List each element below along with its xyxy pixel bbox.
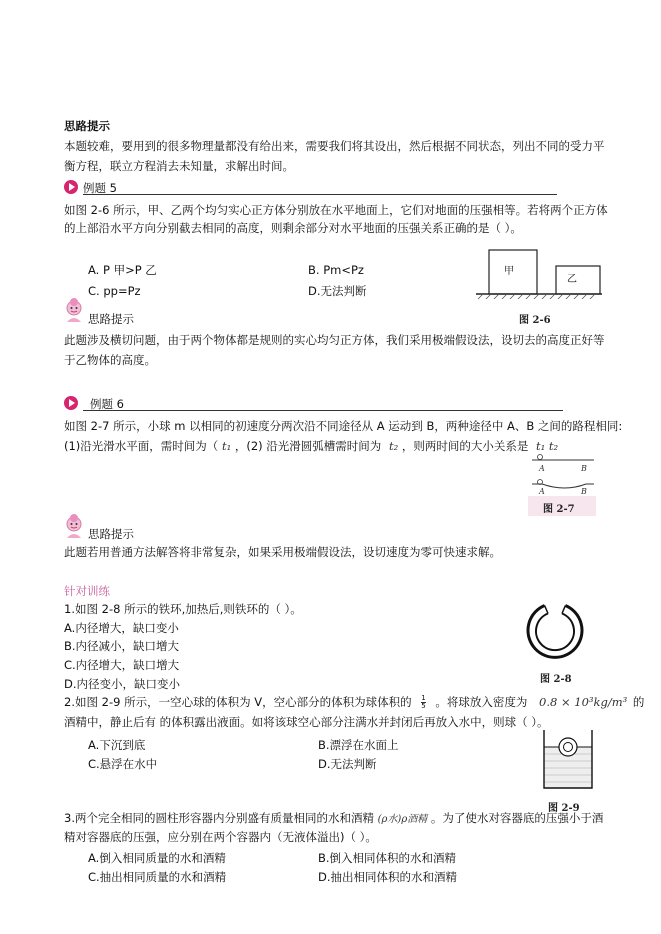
cube-yi: [556, 266, 600, 294]
question-3-line: [64, 810, 603, 828]
option-d: D.无法判断: [308, 284, 367, 298]
hint-text-line: 于乙物体的高度。: [64, 353, 156, 367]
figure-caption: 图 2-7: [543, 504, 575, 515]
question-text-segment: 。为了使水对容器底的压强小于酒: [430, 811, 604, 825]
figure-2-9-container: [540, 728, 596, 790]
question-text-line: 如图 2-7 所示，小球 m 以相同的初速度分两次沿不同途径从 A 运动到 B，两种途径中 A、B 之间的路程相同:: [64, 419, 623, 433]
example-title: 例题 5: [83, 181, 117, 195]
question-text-line: 酒精中，静止后有 的体积露出液面。如将该球空心部分注满水并封闭后再放入水中，则球（ ）。: [64, 715, 549, 729]
hint-text-line: 本题较难，要用到的很多物理量都没有给出来，需要我们将其设出，然后根据不同状态，列出不同的受力平: [64, 139, 605, 153]
question-text-segment: 2.如图 2-9 所示，一空心球的体积为 V，空心部分的体积为球体积的: [64, 695, 412, 709]
training-heading: 针对训练: [64, 584, 110, 598]
heading-rule: [83, 410, 563, 411]
density-value: 0.8 × 10³kg/m³: [539, 695, 628, 709]
q2-option-b: B.漂浮在水面上: [318, 738, 399, 752]
question-text-segment: ，则两时间的大小关系是: [401, 439, 529, 453]
option-c: C. pp=Pz: [88, 284, 141, 298]
q3-option-c: C.抽出相同质量的水和酒精: [88, 870, 227, 884]
question-text-line: [64, 438, 558, 454]
mascot-icon: [62, 296, 86, 324]
rho-symbols: (ρ水)ρ酒精: [377, 814, 428, 825]
question-text-segment: (1)沿光滑水平面，需时间为（: [64, 439, 219, 453]
play-icon: [64, 180, 78, 194]
label-yi: 乙: [567, 274, 577, 285]
fraction-denominator: 5: [421, 702, 426, 710]
question-text-line: 精对容器底的压强，应分别在两个容器内（无液体溢出)（ ）。: [64, 830, 377, 844]
q2-option-d: D.无法判断: [318, 757, 377, 771]
hint-text-line: 衡方程，联立方程消去未知量，求解出时间。: [64, 159, 294, 173]
q2-option-a: A.下沉到底: [88, 738, 146, 752]
figure-2-8-ring: [524, 600, 586, 662]
question-text-segment: 。将球放入密度为: [435, 695, 528, 709]
question-text-line: 如图 2-6 所示，甲、乙两个均匀实心正方体分别放在水平地面上，它们对地面的压强相等。若将两个正方体: [64, 203, 608, 217]
point-b-label: B: [581, 464, 587, 473]
figure-caption: 图 2-8: [540, 674, 572, 685]
question-text-segment: 3.两个完全相同的圆柱形容器内分别盛有质量相同的水和酒精: [64, 811, 374, 825]
hint-heading-1: 思路提示: [64, 119, 110, 133]
q3-option-b: B.倒入相同体积的水和酒精: [318, 851, 457, 865]
option-b: B. Pm<Pz: [308, 263, 364, 277]
mascot-icon: [62, 512, 86, 540]
play-icon: [64, 396, 78, 410]
q1-option-b: B.内径减小，缺口增大: [64, 639, 180, 653]
hint-text-line: 此题若用普通方法解答将非常复杂，如果采用极端假设法，设切速度为零可快速求解。: [64, 545, 501, 559]
question-text-line: 的上部沿水平方向分别截去相同的高度，则剩余部分对水平地面的压强关系正确的是（ ）。: [64, 221, 522, 235]
example-title: 例题 6: [90, 397, 124, 411]
q3-option-a: A.倒入相同质量的水和酒精: [88, 851, 226, 865]
t2-symbol: t₂: [388, 439, 399, 453]
question-2-line: [64, 694, 644, 710]
q1-option-c: C.内径增大，缺口增大: [64, 658, 180, 672]
option-a: A. P 甲>P 乙: [88, 263, 157, 277]
q2-option-c: C.悬浮在水中: [88, 757, 158, 771]
question-text-segment: ，(2) 沿光滑圆弧槽需时间为: [234, 439, 382, 453]
q1-option-d: D.内径变小，缺口变小: [64, 677, 181, 691]
fraction: [421, 695, 425, 710]
fraction-numerator: 1: [421, 694, 426, 702]
figure-caption: 图 2-6: [519, 315, 551, 326]
label-jia: 甲: [504, 266, 514, 277]
q1-option-a: A.内径增大，缺口变小: [64, 621, 179, 635]
hint-text-line: 此题涉及横切问题，由于两个物体都是规则的实心均匀正方体，我们采用极端假设法，设切去的高度正好等: [64, 333, 605, 347]
figure-caption: 图 2-9: [548, 803, 580, 814]
question-1: 1.如图 2-8 所示的铁环,加热后,则铁环的（ ）。: [64, 602, 302, 616]
relation-symbol: t₁ t₂: [536, 439, 559, 453]
question-text-segment: 的: [632, 695, 645, 709]
q3-option-d: D.抽出相同体积的水和酒精: [318, 870, 458, 884]
hint-heading: 思路提示: [88, 312, 134, 326]
hint-heading: 思路提示: [88, 527, 134, 541]
point-b-label: B: [581, 487, 587, 496]
point-a-label: A: [539, 487, 545, 496]
heading-rule: [83, 194, 557, 195]
t1-symbol: t₁: [221, 439, 232, 453]
point-a-label: A: [539, 464, 545, 473]
